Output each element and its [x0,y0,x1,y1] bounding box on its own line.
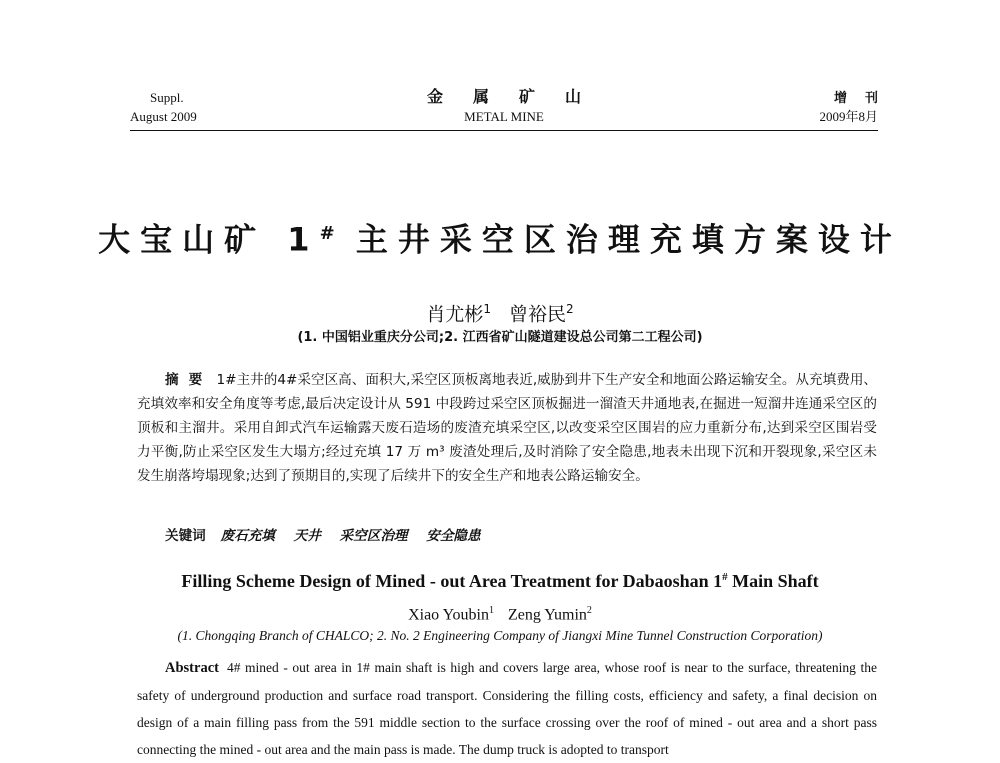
keywords-cn-label: 关键词 [165,528,206,544]
author-en-1: Xiao Youbin [408,606,489,624]
title-cn-part2: 主井采空区治理充填方案设计 [334,220,902,259]
title-cn-part1: 大宝山矿 1 [98,220,320,259]
affiliation-en: (1. Chongqing Branch of CHALCO; 2. No. 2 Engineering Company of Jiangxi Mine Tunnel Construction Corporation) [177,628,823,643]
keyword-cn: 安全隐患 [426,528,481,544]
authors-cn [0,296,1000,327]
header-right [819,88,896,126]
author-cn-1-sup: 1 [483,302,491,316]
header-date-en: August 2009 [130,109,197,124]
paper-title-cn [0,214,1000,260]
header-suppl: Suppl. [150,90,184,105]
title-en-part2: Main Shaft [727,571,819,591]
header-journal [130,88,878,126]
header-supplement-cn: 增刊 [833,90,896,105]
header-date-cn: 2009年8月 [819,109,878,124]
author-cn-1: 肖尤彬 [426,303,484,326]
author-cn-2: 曾裕民 [509,303,567,326]
header-journal-cn: 金属矿山 [426,89,611,106]
author-en-2-sup: 2 [586,605,592,616]
keyword-cn: 天井 [293,528,321,544]
authors-en [0,600,1000,626]
author-en-1-sup: 1 [488,605,494,616]
title-cn-sup: # [319,223,335,244]
keywords-cn [165,524,481,548]
title-en-sup: # [722,571,728,583]
abstract-en [137,654,877,763]
abstract-en-label: Abstract [165,660,219,676]
paper-title-en [0,564,1000,594]
abstract-cn [137,368,877,488]
title-en-part1: Filling Scheme Design of Mined - out Area Treatment for Dabaoshan 1 [181,571,723,591]
keyword-cn: 废石充填 [220,528,275,544]
header-journal-en: METAL MINE [464,109,544,124]
keyword-cn: 采空区治理 [339,528,408,544]
abstract-cn-text: 1#主井的4#采空区高、面积大,采空区顶板离地表近,威胁到井下生产安全和地面公路运输安全。从充填费用、充填效率和安全角度等考虑,最后决定设计从 591 中段跨过采空区顶板掘进一溜渣天井通地表,在掘进一短溜井连通采空区的顶板和主溜井。采用自卸式汽车运输露天废石造场的废渣充填采空区,以改变采空区围岩的应力重新分布,达到采空区围岩受力平衡,防止采空区发生大塌方;经过充填 17 万 m³ 废渣处理后,及时消除了安全隐患,地表未出现下沉和开裂现象,采空区未发生崩落垮塌现象;达到了预期目的,实现了后续井下的安全生产和地表公路运输安全。 [137,372,878,484]
affiliation-cn: (1. 中国铝业重庆分公司;2. 江西省矿山隧道建设总公司第二工程公司) [297,330,703,345]
author-cn-2-sup: 2 [566,302,574,316]
abstract-cn-label: 摘要 [165,372,213,388]
abstract-en-text: 4# mined - out area in 1# main shaft is high and covers large area, whose roof is near to the surface, threatening the safety of underground production and surface road transport. Considering the filling costs, efficiency and safety, a final decision on design of a main filling pass from the 591 middle section to the surface crossing over the roof of mined - out area and a short pass connecting the mined - out area and the main pass is made. The dump truck is adopted to transport [137,660,877,757]
running-header [130,88,896,131]
author-en-2: Zeng Yumin [507,606,587,624]
